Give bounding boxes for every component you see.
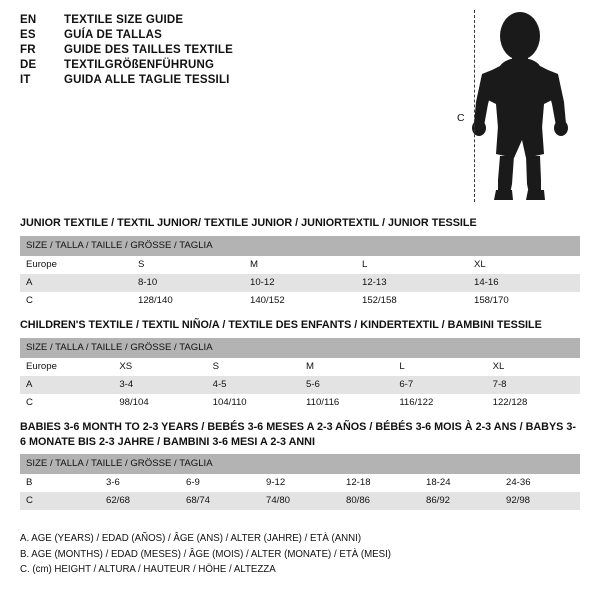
cell: 18-24 xyxy=(420,474,500,492)
cell: 6-9 xyxy=(180,474,260,492)
lang-title-en: TEXTILE SIZE GUIDE xyxy=(64,14,184,26)
table-row xyxy=(20,394,580,412)
cell: XL xyxy=(468,256,580,274)
section-title-junior: JUNIOR TEXTILE / TEXTIL JUNIOR/ TEXTILE JUNIOR / JUNIORTEXTIL / JUNIOR TESSILE xyxy=(20,217,477,229)
cell: S xyxy=(207,358,300,376)
cell: 128/140 xyxy=(132,292,244,310)
cell: 158/170 xyxy=(468,292,580,310)
table-babies xyxy=(20,454,580,510)
row-label-c: C xyxy=(20,292,132,310)
cell: 4-5 xyxy=(207,376,300,394)
table-row xyxy=(20,256,580,274)
cell: 80/86 xyxy=(340,492,420,510)
table-row xyxy=(20,292,580,310)
table-row xyxy=(20,274,580,292)
cell: 122/128 xyxy=(487,394,580,412)
table-row xyxy=(20,358,580,376)
table-row xyxy=(20,474,580,492)
legend xyxy=(20,531,580,578)
table-head-label-children: SIZE / TALLA / TAILLE / GRÖSSE / TAGLIA xyxy=(20,338,580,358)
lang-code-en: EN xyxy=(20,14,37,26)
lang-code-it: IT xyxy=(20,74,31,86)
measure-label-c: C xyxy=(457,112,465,124)
cell: 62/68 xyxy=(100,492,180,510)
cell: 98/104 xyxy=(113,394,206,412)
cell: 3-6 xyxy=(100,474,180,492)
cell: XL xyxy=(487,358,580,376)
header-row-fr xyxy=(20,44,440,56)
row-label-europe: Europe xyxy=(20,256,132,274)
cell: 7-8 xyxy=(487,376,580,394)
cell: M xyxy=(244,256,356,274)
cell: 12-13 xyxy=(356,274,468,292)
table-row xyxy=(20,236,580,256)
cell: 92/98 xyxy=(500,492,580,510)
table-head-label-junior: SIZE / TALLA / TAILLE / GRÖSSE / TAGLIA xyxy=(20,236,580,256)
lang-title-de: TEXTILGRÖßENFÜHRUNG xyxy=(64,59,215,71)
cell: 86/92 xyxy=(420,492,500,510)
cell: M xyxy=(300,358,393,376)
cell: 140/152 xyxy=(244,292,356,310)
legend-line-c: C. (cm) HEIGHT / ALTURA / HAUTEUR / HÖHE / ALTEZZA xyxy=(20,564,276,576)
cell: 3-4 xyxy=(113,376,206,394)
table-junior xyxy=(20,236,580,310)
cell: 68/74 xyxy=(180,492,260,510)
cell: 5-6 xyxy=(300,376,393,394)
cell: 110/116 xyxy=(300,394,393,412)
lang-code-es: ES xyxy=(20,29,36,41)
cell: 24-36 xyxy=(500,474,580,492)
table-head-label-babies: SIZE / TALLA / TAILLE / GRÖSSE / TAGLIA xyxy=(20,454,580,474)
legend-line-a: A. AGE (YEARS) / EDAD (AÑOS) / ÂGE (ANS) / ALTER (JAHRE) / ETÀ (ANNI) xyxy=(20,533,362,544)
cell: 6-7 xyxy=(393,376,486,394)
cell: 9-12 xyxy=(260,474,340,492)
cell: 12-18 xyxy=(340,474,420,492)
cell: 74/80 xyxy=(260,492,340,510)
row-label-a: A xyxy=(20,376,113,394)
lang-title-es: GUÍA DE TALLAS xyxy=(64,29,162,41)
cell: 104/110 xyxy=(207,394,300,412)
row-label-a: A xyxy=(20,274,132,292)
cell: XS xyxy=(113,358,206,376)
cell: 14-16 xyxy=(468,274,580,292)
table-children xyxy=(20,338,580,412)
row-label-c: C xyxy=(20,492,100,510)
section-title-children: CHILDREN'S TEXTILE / TEXTIL NIÑO/A / TEXTILE DES ENFANTS / KINDERTEXTIL / BAMBINI TESSILE xyxy=(20,319,542,331)
cell: S xyxy=(132,256,244,274)
section-junior xyxy=(20,216,580,310)
lang-code-fr: FR xyxy=(20,44,36,56)
header-row-it xyxy=(20,74,440,86)
legend-line-b: B. AGE (MONTHS) / EDAD (MESES) / ÂGE (MOIS) / ALTER (MONATE) / ETÀ (MESI) xyxy=(20,548,392,560)
row-label-c: C xyxy=(20,394,113,412)
cell: 116/122 xyxy=(393,394,486,412)
language-header xyxy=(20,14,440,89)
lang-code-de: DE xyxy=(20,59,37,71)
cell: L xyxy=(393,358,486,376)
table-row xyxy=(20,376,580,394)
section-children xyxy=(20,318,580,412)
section-title-babies: BABIES 3-6 MONTH TO 2-3 YEARS / BEBÉS 3-6 MESES A 2-3 AÑOS / BÉBÉS 3-6 MOIS À 2-3 ANS / BABYS 3-6 MONATE BIS 2-3 JAHRE / BAMBINI 3-6 MESI A 2-3 ANNI xyxy=(20,421,576,448)
header-row-es xyxy=(20,29,440,41)
header-row-de xyxy=(20,59,440,71)
section-babies xyxy=(20,420,580,510)
table-row xyxy=(20,338,580,358)
child-silhouette-icon xyxy=(452,8,592,204)
lang-title-fr: GUIDE DES TAILLES TEXTILE xyxy=(64,44,233,56)
table-row xyxy=(20,454,580,474)
cell: L xyxy=(356,256,468,274)
child-silhouette-figure xyxy=(452,8,592,204)
cell: 10-12 xyxy=(244,274,356,292)
header-row-en xyxy=(20,14,440,26)
table-row xyxy=(20,492,580,510)
row-label-europe: Europe xyxy=(20,358,113,376)
cell: 152/158 xyxy=(356,292,468,310)
lang-title-it: GUIDA ALLE TAGLIE TESSILI xyxy=(64,74,230,86)
height-measure-line xyxy=(474,10,475,202)
row-label-b: B xyxy=(20,474,100,492)
cell: 8-10 xyxy=(132,274,244,292)
